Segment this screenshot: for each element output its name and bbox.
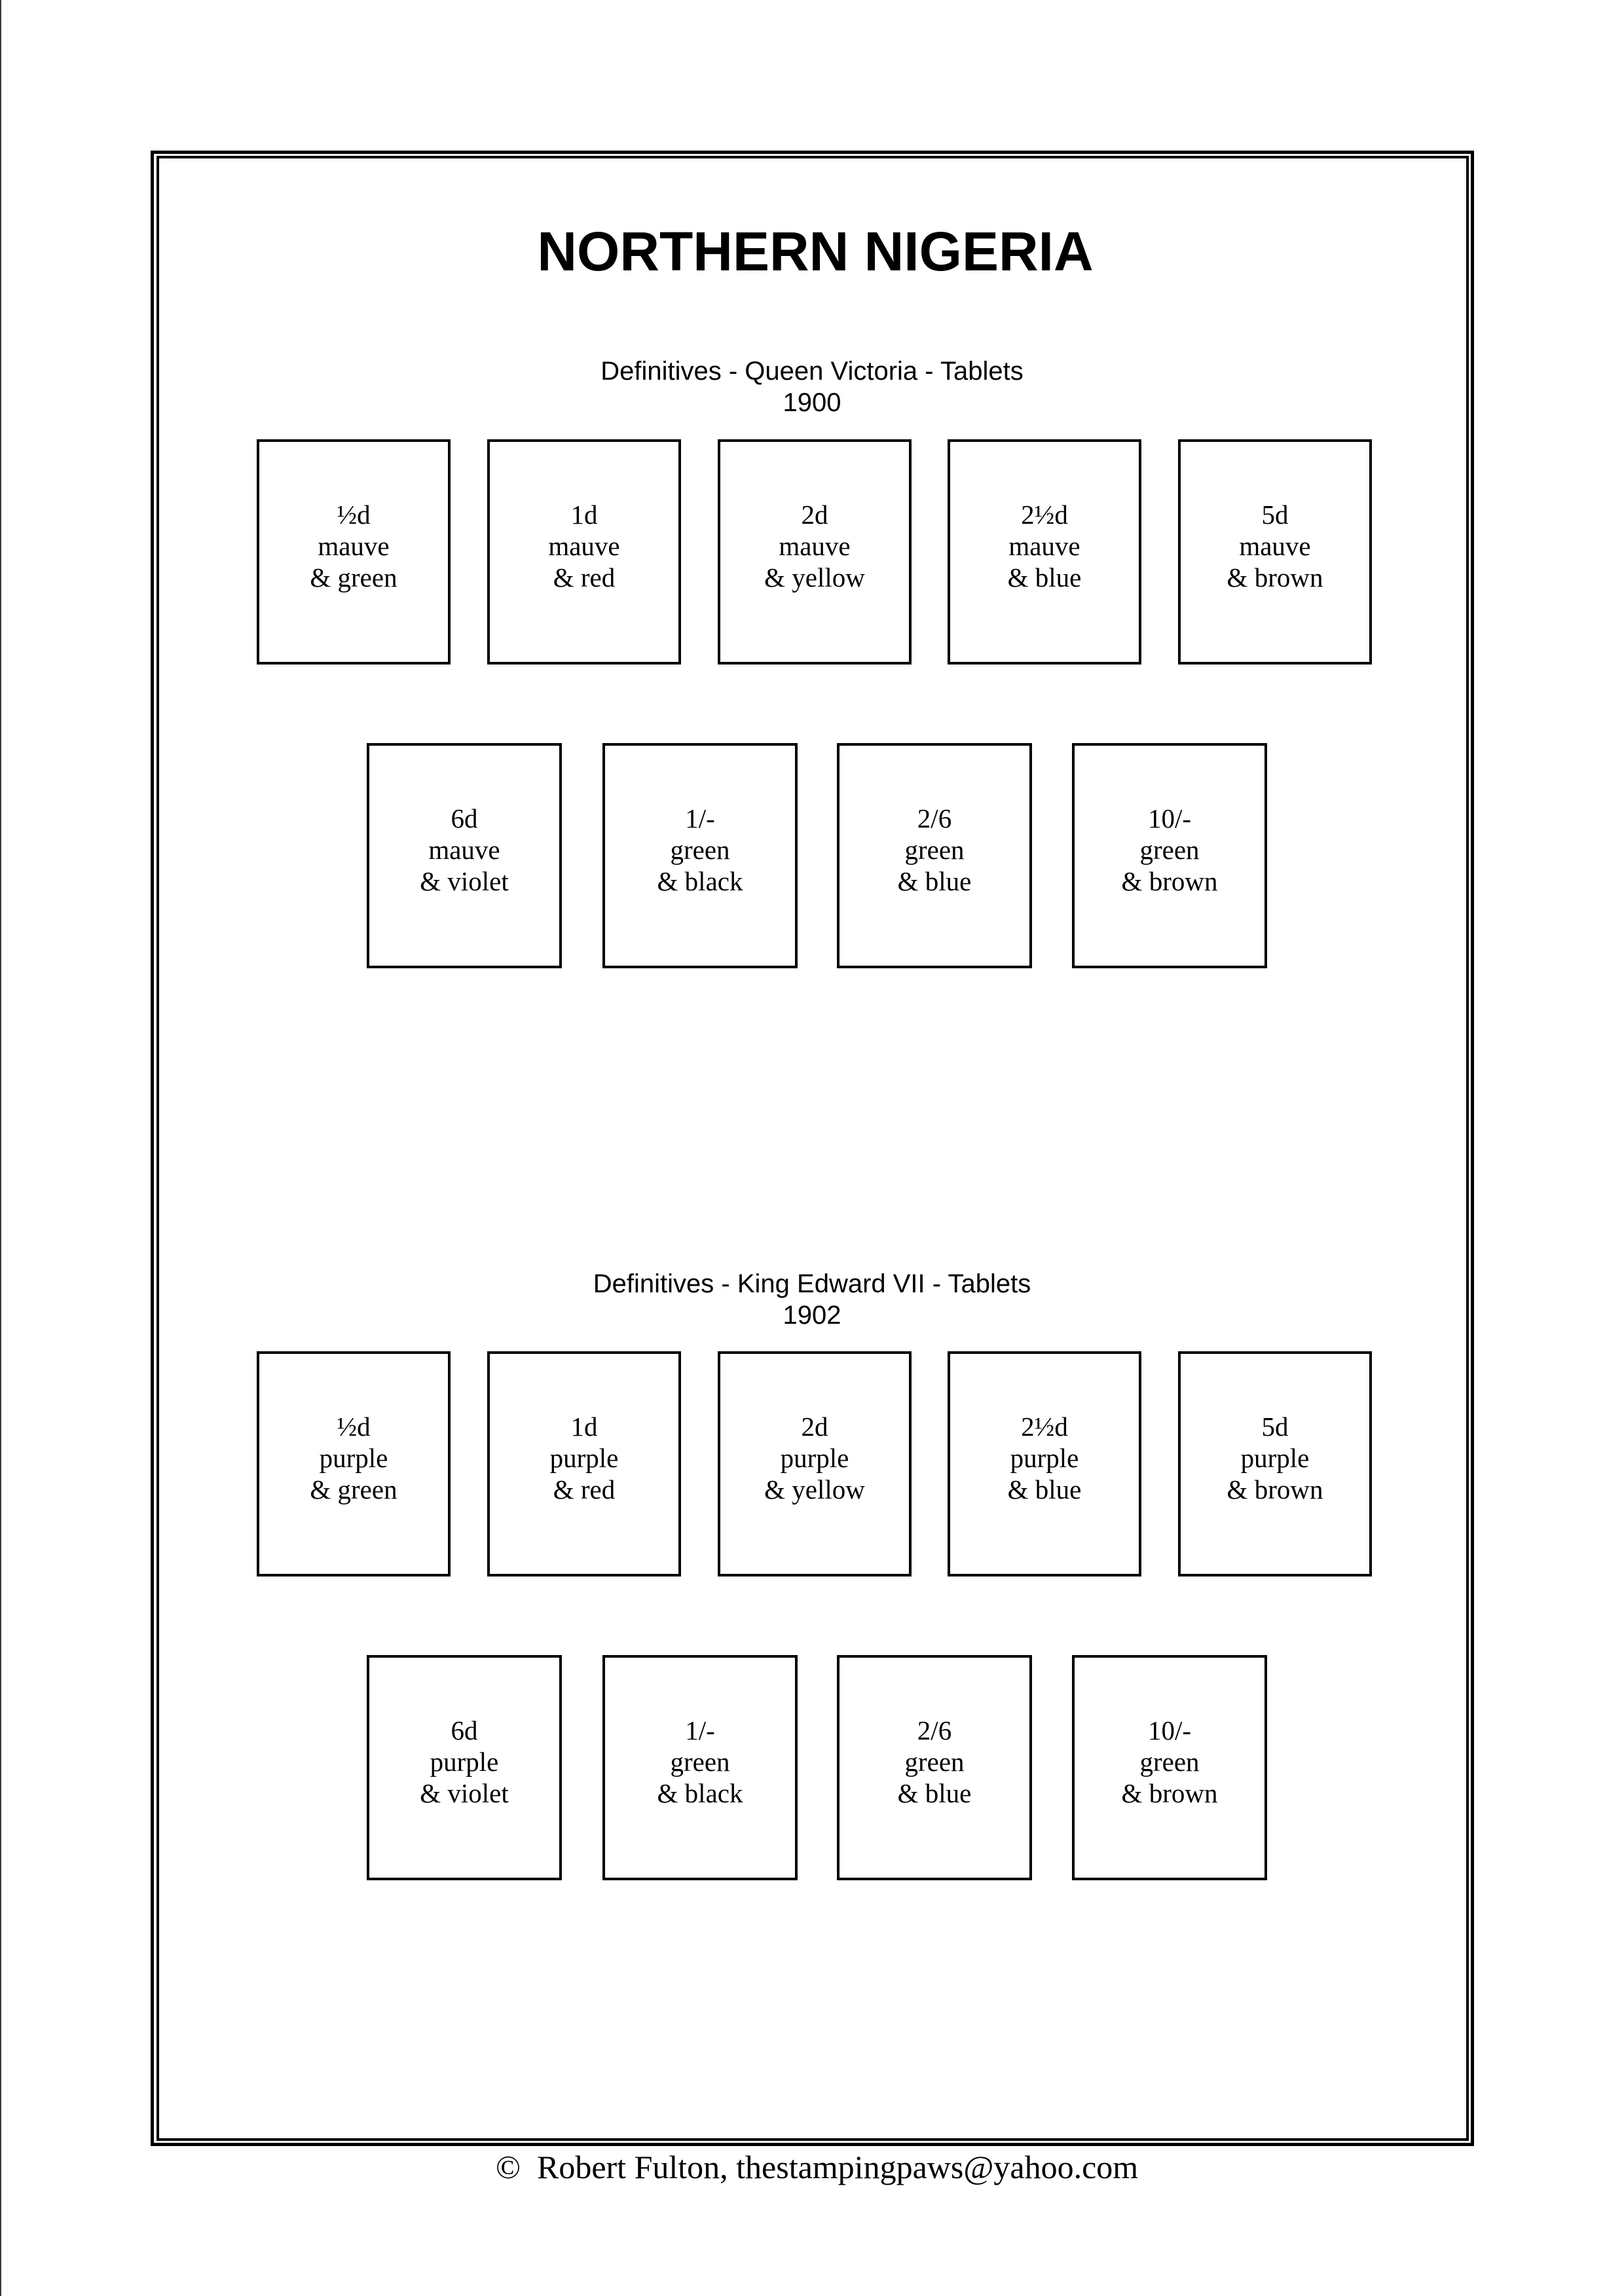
stamp-color-primary: green [1139,835,1200,865]
stamp-color-primary: green [670,1747,730,1777]
stamp-value: 2d [801,1412,828,1442]
stamp-color-primary: mauve [1239,531,1311,561]
stamp-slot [1072,743,1267,968]
stamp-color-secondary: & green [310,562,397,592]
stamp-color-secondary: & violet [420,866,509,896]
stamp-label [259,1411,448,1505]
stamp-value: 10/- [1147,803,1192,833]
stamp-value: 1d [570,1412,598,1442]
stamp-slot [948,439,1141,665]
section-year: 1902 [783,1301,841,1330]
stamp-label [950,499,1139,593]
stamp-color-primary: green [904,835,965,865]
stamp-label [1181,499,1369,593]
section-year: 1900 [783,388,841,417]
stamp-slot [487,439,681,665]
stamp-value: 2/6 [917,803,952,833]
stamp-slot [1178,1351,1372,1576]
stamp-slot [1072,1655,1267,1880]
page-title: NORTHERN NIGERIA [537,221,1094,282]
stamp-label [950,1411,1139,1505]
stamp-label [605,803,795,897]
stamp-color-primary: mauve [428,835,500,865]
section-title: Definitives - Queen Victoria - Tablets [600,357,1024,386]
stamp-slot [367,1655,562,1880]
stamp-color-primary: purple [430,1747,499,1777]
stamp-label [369,1715,559,1809]
stamp-color-secondary: & red [553,1474,616,1504]
stamp-color-secondary: & green [310,1474,397,1504]
stamp-color-secondary: & brown [1121,1778,1218,1808]
stamp-slot [602,743,798,968]
stamp-value: 6d [451,1715,478,1745]
page-edge-line [0,0,1,2296]
stamp-label [720,1411,909,1505]
stamp-color-secondary: & blue [1007,562,1082,592]
stamp-value: 10/- [1147,1715,1192,1745]
stamp-value: 1d [570,500,598,530]
stamp-value: 2½d [1021,1412,1068,1442]
stamp-value: 1/- [685,1715,715,1745]
stamp-label [490,1411,678,1505]
stamp-value: 5d [1261,1412,1289,1442]
stamp-slot [1178,439,1372,665]
stamp-slot [257,1351,451,1576]
stamp-label [840,803,1029,897]
stamp-value: 2/6 [917,1715,952,1745]
stamp-slot [602,1655,798,1880]
stamp-color-primary: mauve [548,531,620,561]
stamp-color-secondary: & blue [897,1778,972,1808]
stamp-value: ½d [337,1412,371,1442]
stamp-color-secondary: & brown [1227,1474,1323,1504]
stamp-slot [948,1351,1141,1576]
stamp-slot [257,439,451,665]
stamp-color-primary: mauve [1008,531,1080,561]
stamp-label [840,1715,1029,1809]
stamp-color-primary: purple [1240,1443,1310,1473]
stamp-value: 2d [801,500,828,530]
stamp-color-primary: purple [780,1443,849,1473]
stamp-color-secondary: & blue [1007,1474,1082,1504]
stamp-color-secondary: & brown [1121,866,1218,896]
copyright-footer: © Robert Fulton, thestampingpaws@yahoo.com [496,2149,1139,2185]
stamp-slot [837,1655,1032,1880]
stamp-label [1181,1411,1369,1505]
stamp-color-secondary: & brown [1227,562,1323,592]
stamp-slot [837,743,1032,968]
stamp-label [490,499,678,593]
section-heading-king-edward [157,1268,1467,1331]
section-title: Definitives - King Edward VII - Tablets [593,1269,1031,1298]
stamp-color-primary: purple [319,1443,388,1473]
stamp-color-secondary: & black [657,1778,743,1808]
stamp-label [1075,1715,1264,1809]
stamp-color-secondary: & yellow [764,562,865,592]
stamp-value: 5d [1261,500,1289,530]
stamp-color-secondary: & red [553,562,616,592]
stamp-slot [367,743,562,968]
section-heading-queen-victoria [157,355,1467,418]
stamp-color-primary: mauve [318,531,390,561]
stamp-color-secondary: & black [657,866,743,896]
stamp-slot [718,439,912,665]
stamp-color-primary: purple [549,1443,619,1473]
stamp-value: 6d [451,803,478,833]
stamp-color-secondary: & yellow [764,1474,865,1504]
stamp-value: 2½d [1021,500,1068,530]
stamp-color-secondary: & violet [420,1778,509,1808]
stamp-slot [718,1351,912,1576]
stamp-color-primary: purple [1010,1443,1079,1473]
stamp-color-primary: green [1139,1747,1200,1777]
stamp-color-primary: green [670,835,730,865]
stamp-label [605,1715,795,1809]
stamp-color-primary: mauve [779,531,851,561]
stamp-value: ½d [337,500,371,530]
stamp-label [259,499,448,593]
stamp-label [369,803,559,897]
stamp-value: 1/- [685,803,715,833]
stamp-color-primary: green [904,1747,965,1777]
stamp-slot [487,1351,681,1576]
stamp-color-secondary: & blue [897,866,972,896]
stamp-label [720,499,909,593]
stamp-label [1075,803,1264,897]
